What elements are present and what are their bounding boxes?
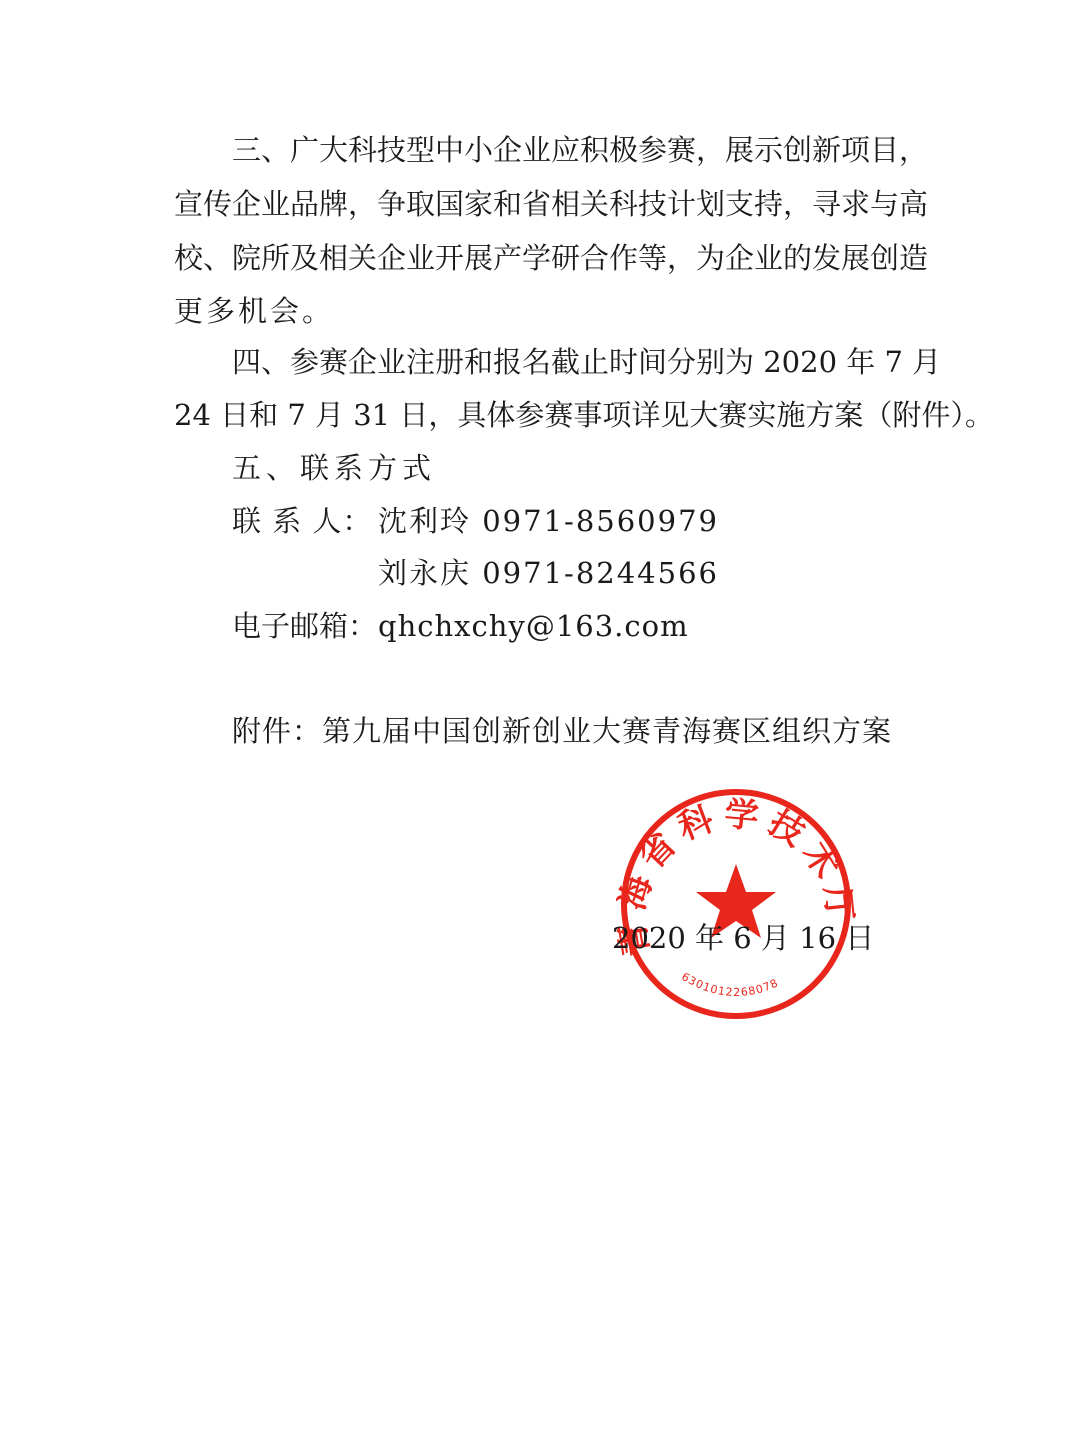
para4-line1: 四、参赛企业注册和报名截止时间分别为 2020 年 7 月 — [232, 345, 942, 379]
contact-person-label: 联 系 人： — [232, 504, 373, 538]
official-seal — [616, 786, 856, 1026]
para4-line2: 24 日和 7 月 31 日，具体参赛事项详见大赛实施方案（附件）。 — [174, 398, 994, 432]
contact-person-1: 沈利玲 0971-8560979 — [378, 504, 719, 538]
email-label: 电子邮箱： — [232, 609, 378, 643]
para3-line1: 三、广大科技型中小企业应积极参赛，展示创新项目， — [232, 133, 929, 167]
para3-line2: 宣传企业品牌，争取国家和省相关科技计划支持，寻求与高 — [174, 187, 929, 221]
attachment-line: 附件：第九届中国创新创业大赛青海赛区组织方案 — [232, 714, 893, 748]
seal-text: 海省科学技术 — [616, 794, 852, 915]
email-address[interactable]: qhchxchy@163.com — [378, 609, 689, 643]
seal-number: 6301012268078 — [679, 970, 781, 1000]
document-date: 2020 年 6 月 16 日 — [612, 921, 875, 955]
contact-heading: 五、联系方式 — [232, 451, 437, 485]
para3-line3: 校、院所及相关企业开展产学研合作等，为企业的发展创造 — [174, 241, 929, 275]
para3-line4: 更多机会。 — [174, 294, 335, 328]
contact-person-2: 刘永庆 0971-8244566 — [378, 556, 719, 590]
seal-graphic — [616, 786, 856, 1026]
